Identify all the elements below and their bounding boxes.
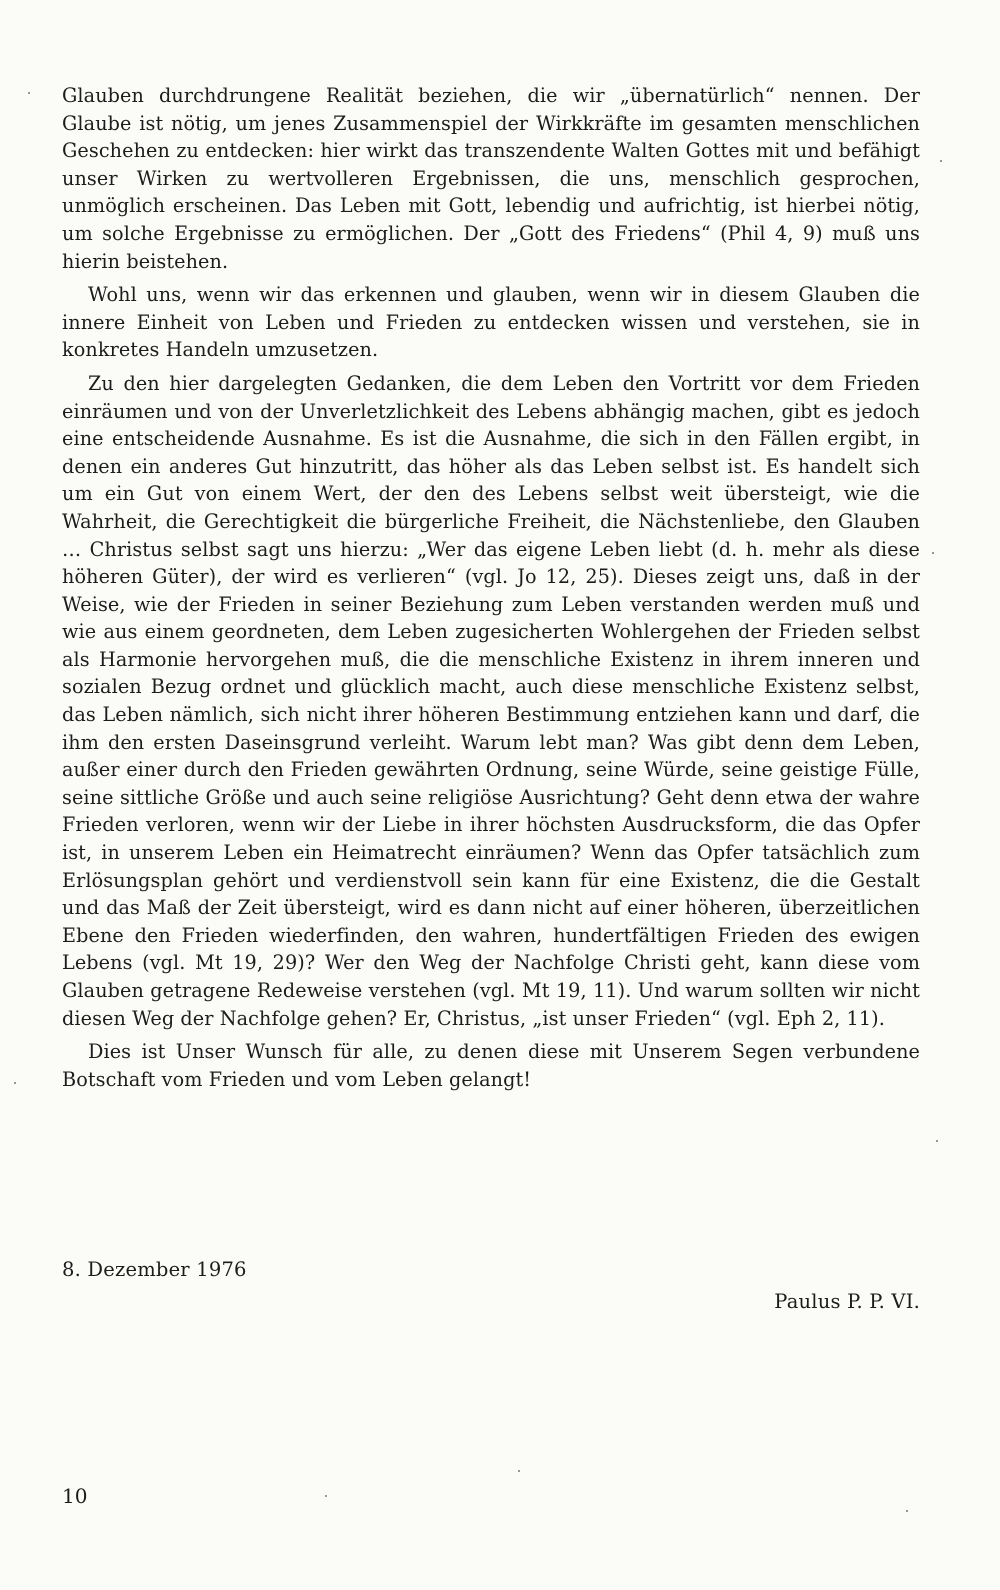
scan-speck <box>14 1082 16 1084</box>
scan-speck <box>28 92 30 94</box>
page-number: 10 <box>62 1484 88 1508</box>
paragraph-3: Zu den hier dargelegten Gedanken, die dem Leben den Vortritt vor dem Frieden einräumen und von der Unverletzlichkeit des Lebens abhängig machen, gibt es jedoch eine entscheidende Ausnahme. Es ist die Ausnahme, die sich in den Fällen ergibt, in denen ein anderes Gut hinzutritt, das höher als das Leben selbst ist. Es handelt sich um ein Gut von einem Wert, der den des Lebens selbst weit übersteigt, wie die Wahrheit, die Gerechtigkeit die bürgerliche Freiheit, die Nächstenliebe, den Glauben … Christus selbst sagt uns hierzu: „Wer das eigene Leben liebt (d. h. mehr als diese höheren Güter), der wird es verlieren“ (vgl. Jo 12, 25). Dieses zeigt uns, daß in der Weise, wie der Frieden in seiner Beziehung zum Leben verstanden werden muß und wie aus einem geordneten, dem Leben zugesicherten Wohlergehen der Frieden selbst als Harmonie hervorgehen muß, die die menschliche Existenz in ihrem inneren und sozialen Bezug ordnet und glücklich macht, auch diese menschliche Existenz selbst, das Leben nämlich, sich nicht ihrer höheren Bestimmung entziehen kann und darf, die ihm den ersten Daseinsgrund verleiht. Warum lebt man? Was gibt denn dem Leben, außer einer durch den Frieden gewährten Ordnung, seine Würde, seine geistige Fülle, seine sittliche Größe und auch seine religiöse Ausrichtung? Geht denn etwa der wahre Frieden verloren, wenn wir der Liebe in ihrer höchsten Ausdrucksform, die das Opfer ist, in unserem Leben ein Heimatrecht einräumen? Wenn das Opfer tatsächlich zum Erlösungsplan gehört und verdienstvoll sein kann für eine Existenz, die die Gestalt und das Maß der Zeit übersteigt, wird es dann nicht auf einer höheren, überzeitlichen Ebene den Frieden wiederfinden, den wahren, hundertfältigen Frieden des ewigen Lebens (vgl. Mt 19, 29)? Wer den Weg der Nachfolge Christi geht, kann diese vom Glauben getragene Redeweise verstehen (vgl. Mt 19, 11). Und warum sollten wir nicht diesen Weg der Nachfolge gehen? Er, Christus, „ist unser Frieden“ (vgl. Eph 2, 11). <box>62 371 920 1030</box>
paragraph-2: Wohl uns, wenn wir das erkennen und glauben, wenn wir in diesem Glauben die innere Einheit von Leben und Frieden zu entdecken wissen und verstehen, sie in konkretes Handeln umzusetzen. <box>62 283 920 362</box>
scan-speck <box>936 1140 938 1142</box>
paragraph-1: Glauben durchdrungene Realität beziehen, die wir „übernatürlich“ nennen. Der Glaube ist nötig, um jenes Zusammenspiel der Wirkkräfte im gesamten menschlichen Geschehen zu entdecken: hier wirkt das transzendente Walten Gottes mit und befähigt unser Wirken zu wertvolleren Ergebnissen, die uns, menschlich gesprochen, unmöglich erscheinen. Das Leben mit Gott, lebendig und aufrichtig, ist hierbei nötig, um solche Ergebnisse zu ermöglichen. Der „Gott des Friedens“ (Phil 4, 9) muß uns hierin beistehen. <box>62 84 920 273</box>
paragraph-4: Dies ist Unser Wunsch für alle, zu denen diese mit Unserem Segen verbundene Botschaft vom Frieden und vom Leben gelangt! <box>62 1040 920 1091</box>
date-line: 8. Dezember 1976 <box>62 1258 247 1281</box>
scan-speck <box>325 1495 327 1497</box>
scan-speck <box>518 1470 520 1472</box>
scan-speck <box>940 160 942 162</box>
scan-speck <box>932 552 934 554</box>
signature: Paulus P. P. VI. <box>774 1290 920 1313</box>
scan-speck <box>906 1510 908 1512</box>
body-text <box>62 82 920 1099</box>
